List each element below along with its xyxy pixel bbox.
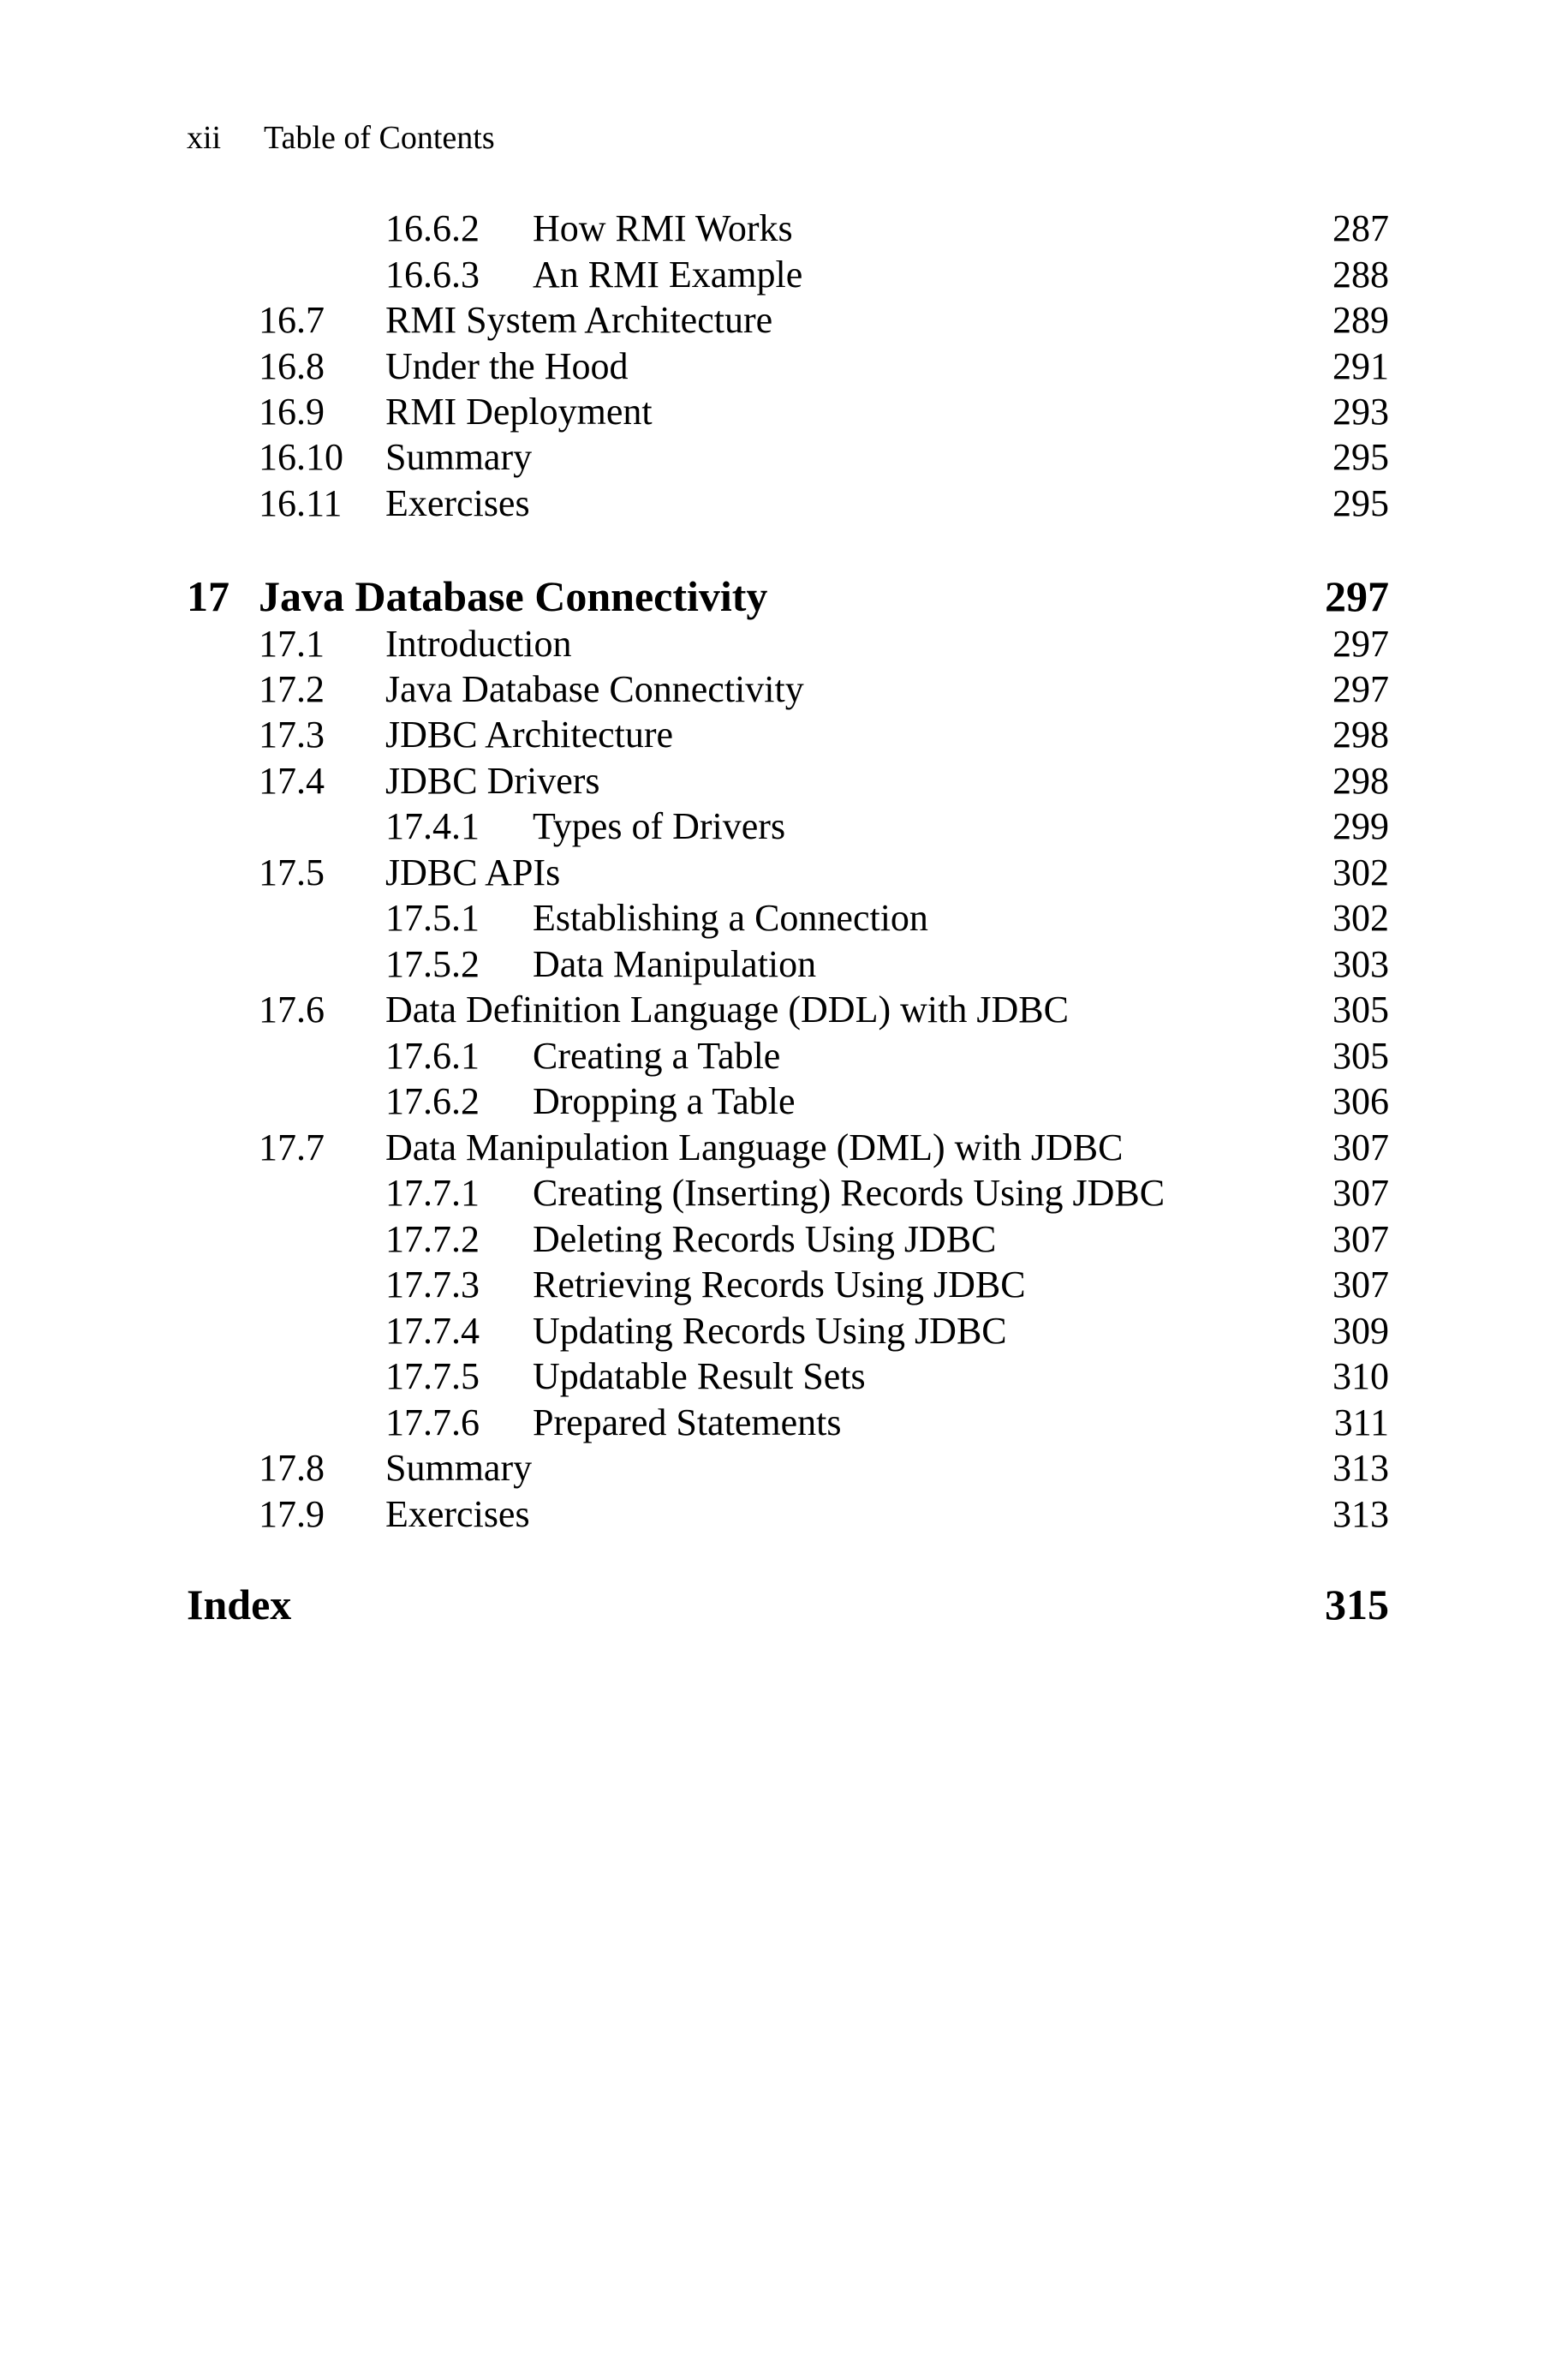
running-title: Table of Contents xyxy=(264,120,495,156)
running-head xyxy=(187,117,495,159)
toc-entry[interactable] xyxy=(0,1308,1568,1354)
page-folio: xii xyxy=(187,120,222,156)
toc-entry[interactable] xyxy=(0,1400,1568,1446)
toc-entry[interactable] xyxy=(0,850,1568,896)
toc-entry[interactable] xyxy=(0,666,1568,713)
entry-number: 17.5.2 xyxy=(385,943,480,985)
entry-page: 289 xyxy=(1333,299,1389,341)
entry-page: 298 xyxy=(1333,714,1389,756)
entry-title: Summary xyxy=(385,436,533,478)
toc-entry[interactable] xyxy=(0,712,1568,758)
chapter-page: 297 xyxy=(1325,572,1389,620)
entry-title: JDBC APIs xyxy=(385,851,561,893)
entry-page: 287 xyxy=(1333,207,1389,249)
toc-entry[interactable] xyxy=(0,1491,1568,1538)
entry-number: 16.6.2 xyxy=(385,207,480,249)
entry-title: JDBC Drivers xyxy=(385,760,600,802)
toc-index[interactable] xyxy=(0,1579,1568,1630)
entry-title: Prepared Statements xyxy=(533,1401,842,1443)
entry-title: Updating Records Using JDBC xyxy=(533,1310,1007,1352)
entry-number: 17.7.5 xyxy=(385,1355,480,1397)
entry-title: RMI System Architecture xyxy=(385,299,773,341)
entry-page: 297 xyxy=(1333,668,1389,710)
entry-title: How RMI Works xyxy=(533,207,793,249)
entry-number: 17.7.4 xyxy=(385,1310,480,1352)
entry-number: 16.10 xyxy=(259,436,343,478)
entry-number: 17.4 xyxy=(259,760,325,802)
entry-page: 302 xyxy=(1333,851,1389,893)
entry-page: 305 xyxy=(1333,1035,1389,1077)
entry-title: Dropping a Table xyxy=(533,1080,796,1122)
index-page: 315 xyxy=(1325,1580,1389,1628)
entry-title: Exercises xyxy=(385,1493,530,1535)
entry-page: 306 xyxy=(1333,1080,1389,1122)
toc-entry[interactable] xyxy=(0,252,1568,298)
entry-title: Types of Drivers xyxy=(533,805,786,847)
toc-entry[interactable] xyxy=(0,1170,1568,1216)
entry-page: 293 xyxy=(1333,391,1389,433)
entry-page: 307 xyxy=(1333,1172,1389,1214)
entry-number: 16.7 xyxy=(259,299,325,341)
entry-title: RMI Deployment xyxy=(385,391,653,433)
entry-number: 17.3 xyxy=(259,714,325,756)
entry-page: 307 xyxy=(1333,1264,1389,1306)
entry-title: Summary xyxy=(385,1447,533,1489)
entry-number: 16.6.3 xyxy=(385,254,480,296)
entry-title: Introduction xyxy=(385,623,572,665)
entry-title: Creating (Inserting) Records Using JDBC xyxy=(533,1172,1166,1214)
toc-entry[interactable] xyxy=(0,389,1568,435)
entry-number: 17.6.2 xyxy=(385,1080,480,1122)
entry-number: 17.1 xyxy=(259,623,325,665)
index-title: Index xyxy=(187,1580,292,1628)
entry-number: 17.7.6 xyxy=(385,1401,480,1443)
entry-title: Updatable Result Sets xyxy=(533,1355,866,1397)
toc-entry[interactable] xyxy=(0,206,1568,252)
toc-entry[interactable] xyxy=(0,344,1568,390)
entry-title: Creating a Table xyxy=(533,1035,781,1077)
entry-number: 17.5 xyxy=(259,851,325,893)
entry-title: Establishing a Connection xyxy=(533,897,928,939)
entry-number: 17.8 xyxy=(259,1447,325,1489)
toc-entry[interactable] xyxy=(0,1125,1568,1171)
entry-page: 311 xyxy=(1333,1401,1389,1443)
toc-entry[interactable] xyxy=(0,434,1568,481)
entry-title: Data Definition Language (DDL) with JDBC xyxy=(385,989,1069,1031)
toc-entry[interactable] xyxy=(0,1078,1568,1125)
toc-entry[interactable] xyxy=(0,895,1568,941)
entry-number: 17.4.1 xyxy=(385,805,480,847)
entry-page: 303 xyxy=(1333,943,1389,985)
entry-page: 307 xyxy=(1333,1126,1389,1168)
entry-title: Data Manipulation Language (DML) with JDBC xyxy=(385,1126,1124,1168)
entry-title: Data Manipulation xyxy=(533,943,817,985)
entry-title: Java Database Connectivity xyxy=(385,668,804,710)
entry-title: An RMI Example xyxy=(533,254,803,296)
entry-number: 17.5.1 xyxy=(385,897,480,939)
toc-entry[interactable] xyxy=(0,941,1568,988)
entry-page: 313 xyxy=(1333,1447,1389,1489)
entry-number: 17.2 xyxy=(259,668,325,710)
toc-entry[interactable] xyxy=(0,804,1568,850)
toc-entry[interactable] xyxy=(0,621,1568,667)
entry-title: Deleting Records Using JDBC xyxy=(533,1218,997,1260)
entry-number: 16.9 xyxy=(259,391,325,433)
entry-number: 17.7 xyxy=(259,1126,325,1168)
entry-title: JDBC Architecture xyxy=(385,714,674,756)
entry-page: 299 xyxy=(1333,805,1389,847)
entry-page: 302 xyxy=(1333,897,1389,939)
entry-page: 313 xyxy=(1333,1493,1389,1535)
entry-title: Under the Hood xyxy=(385,345,629,387)
entry-title: Exercises xyxy=(385,482,530,524)
entry-number: 17.7.1 xyxy=(385,1172,480,1214)
toc-entry[interactable] xyxy=(0,758,1568,804)
entry-number: 17.9 xyxy=(259,1493,325,1535)
toc-entry[interactable] xyxy=(0,297,1568,344)
entry-page: 288 xyxy=(1333,254,1389,296)
entry-page: 310 xyxy=(1333,1355,1389,1397)
toc-entry[interactable] xyxy=(0,1353,1568,1400)
toc-entry[interactable] xyxy=(0,1033,1568,1079)
chapter-number: 17 xyxy=(187,572,230,620)
toc-chapter-17[interactable] xyxy=(0,571,1568,622)
entry-page: 291 xyxy=(1333,345,1389,387)
entry-title: Retrieving Records Using JDBC xyxy=(533,1264,1026,1306)
entry-number: 17.7.2 xyxy=(385,1218,480,1260)
toc-entry[interactable] xyxy=(0,1216,1568,1263)
chapter-title: Java Database Connectivity xyxy=(259,572,768,620)
entry-page: 297 xyxy=(1333,623,1389,665)
entry-page: 295 xyxy=(1333,482,1389,524)
entry-page: 305 xyxy=(1333,989,1389,1031)
toc-entry[interactable] xyxy=(0,481,1568,527)
entry-number: 17.6 xyxy=(259,989,325,1031)
entry-page: 298 xyxy=(1333,760,1389,802)
entry-page: 307 xyxy=(1333,1218,1389,1260)
toc-entry[interactable] xyxy=(0,1445,1568,1491)
entry-number: 16.11 xyxy=(259,482,343,524)
entry-number: 16.8 xyxy=(259,345,325,387)
entry-number: 17.6.1 xyxy=(385,1035,480,1077)
entry-number: 17.7.3 xyxy=(385,1264,480,1306)
toc-entry[interactable] xyxy=(0,1262,1568,1308)
toc-entry[interactable] xyxy=(0,987,1568,1033)
entry-page: 309 xyxy=(1333,1310,1389,1352)
entry-page: 295 xyxy=(1333,436,1389,478)
